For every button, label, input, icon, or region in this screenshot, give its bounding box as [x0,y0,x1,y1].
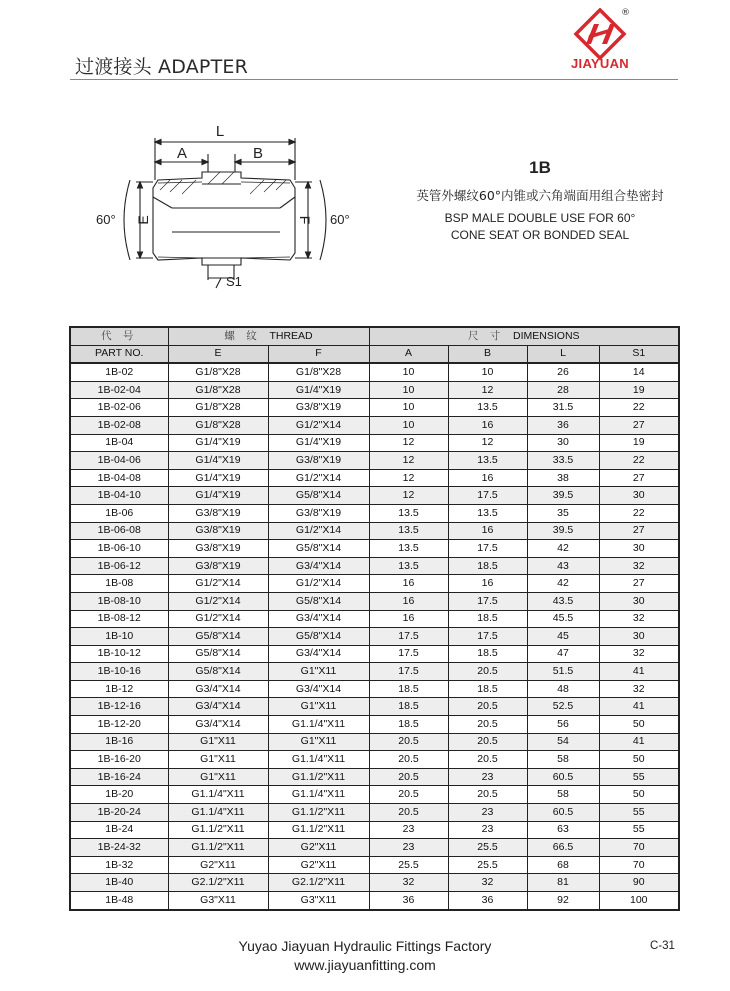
table-cell: 41 [599,663,679,681]
table-cell: 17.5 [448,540,527,558]
table-cell: 32 [599,557,679,575]
table-row [70,399,679,417]
table-cell: 10 [369,416,448,434]
table-cell: 20.5 [369,786,448,804]
table-cell: G3/4"X14 [168,698,268,716]
table-cell: 1B-16-24 [70,768,168,786]
table-cell: 1B-40 [70,874,168,892]
spec-table-body [70,363,679,909]
table-cell: G5/8"X14 [268,592,369,610]
table-cell: G1/8"X28 [268,363,369,381]
table-cell: 63 [527,821,599,839]
table-cell: 52.5 [527,698,599,716]
footer-company: Yuyao Jiayuan Hydraulic Fittings Factory [238,938,492,954]
table-cell: 1B-02-04 [70,381,168,399]
table-cell: G5/8"X14 [268,628,369,646]
table-cell: 17.5 [369,628,448,646]
table-cell: 30 [599,628,679,646]
table-cell: G3/4"X14 [268,645,369,663]
table-cell: 30 [599,487,679,505]
table-cell: 22 [599,504,679,522]
table-cell: 90 [599,874,679,892]
table-cell: 43 [527,557,599,575]
table-cell: 12 [448,381,527,399]
col-header-e: E [168,345,268,363]
table-cell: G1.1/2"X11 [268,821,369,839]
table-cell: G1/2"X14 [168,575,268,593]
table-cell: 1B-32 [70,856,168,874]
table-cell: 32 [599,645,679,663]
table-cell: 23 [369,821,448,839]
page-number: C-31 [650,940,675,952]
table-cell: G1.1/2"X11 [168,839,268,857]
table-cell: G3/8"X19 [268,504,369,522]
table-cell: 27 [599,522,679,540]
table-cell: 50 [599,716,679,734]
table-cell: 56 [527,716,599,734]
table-cell: 16 [369,592,448,610]
table-cell: 50 [599,751,679,769]
table-cell: G1.1/4"X11 [268,786,369,804]
col-header-l: L [527,345,599,363]
table-cell: 12 [369,469,448,487]
table-cell: 1B-10-16 [70,663,168,681]
table-cell: 19 [599,434,679,452]
table-cell: 66.5 [527,839,599,857]
table-cell: 32 [599,680,679,698]
table-cell: G3/4"X14 [168,680,268,698]
dim-label-L: L [215,123,225,140]
table-cell: 1B-16-20 [70,751,168,769]
table-cell: G1"X11 [268,663,369,681]
table-cell: 43.5 [527,592,599,610]
table-cell: G5/8"X14 [268,487,369,505]
table-row [70,628,679,646]
table-row [70,487,679,505]
adapter-drawing [90,120,370,295]
table-cell: 1B-12-20 [70,716,168,734]
product-info [390,158,690,244]
table-cell: G3"X11 [268,892,369,910]
table-cell: 1B-04-06 [70,452,168,470]
table-cell: G1"X11 [268,698,369,716]
table-cell: 16 [448,469,527,487]
table-cell: G1.1/2"X11 [268,768,369,786]
table-cell: 16 [369,575,448,593]
table-cell: G1.1/2"X11 [168,821,268,839]
table-cell: 13.5 [369,504,448,522]
table-cell: 92 [527,892,599,910]
dim-label-B: B [252,145,264,162]
product-code: 1B [529,158,551,177]
table-row [70,716,679,734]
table-cell: 12 [369,452,448,470]
table-cell: 45.5 [527,610,599,628]
table-cell: G3/4"X14 [268,680,369,698]
table-cell: G1/8"X28 [168,416,268,434]
table-cell: 1B-20-24 [70,804,168,822]
table-cell: G1.1/4"X11 [268,716,369,734]
table-cell: 36 [369,892,448,910]
table-cell: 1B-24-32 [70,839,168,857]
table-cell: 20.5 [369,751,448,769]
table-cell: 26 [527,363,599,381]
table-cell: 25.5 [369,856,448,874]
table-cell: G3/8"X19 [268,452,369,470]
table-row [70,434,679,452]
table-cell: 60.5 [527,768,599,786]
table-cell: G1/8"X28 [168,363,268,381]
table-cell: 22 [599,399,679,417]
table-cell: G1/4"X19 [268,434,369,452]
product-desc-en-line2: CONE SEAT OR BONDED SEAL [450,228,630,242]
table-row [70,751,679,769]
table-cell: 20.5 [369,804,448,822]
table-cell: 19 [599,381,679,399]
table-cell: 23 [448,768,527,786]
table-cell: 1B-02-06 [70,399,168,417]
table-cell: 10 [448,363,527,381]
table-cell: G3/4"X14 [168,716,268,734]
table-cell: 20.5 [448,716,527,734]
col-header-part-no: PART NO. [70,345,168,363]
table-cell: G1/2"X14 [268,469,369,487]
angle-right-label: 60° [330,212,350,227]
table-cell: G1/2"X14 [268,575,369,593]
table-cell: 16 [448,522,527,540]
table-cell: 10 [369,381,448,399]
table-row [70,540,679,558]
table-row [70,663,679,681]
table-cell: 58 [527,786,599,804]
table-cell: 30 [527,434,599,452]
table-cell: 18.5 [369,680,448,698]
dim-label-S1: S1 [226,274,242,289]
table-cell: 23 [448,821,527,839]
table-row [70,469,679,487]
table-cell: 20.5 [448,698,527,716]
table-cell: 1B-08-10 [70,592,168,610]
table-cell: 23 [369,839,448,857]
table-cell: 1B-06-08 [70,522,168,540]
table-cell: 1B-48 [70,892,168,910]
table-cell: 13.5 [369,557,448,575]
dim-label-A: A [176,145,188,162]
table-row [70,452,679,470]
table-cell: 45 [527,628,599,646]
table-row [70,363,679,381]
table-cell: 32 [599,610,679,628]
table-cell: 1B-08 [70,575,168,593]
table-row [70,381,679,399]
col-header-b: B [448,345,527,363]
table-cell: G1/4"X19 [268,381,369,399]
table-cell: 1B-06-10 [70,540,168,558]
product-desc-en-line1: BSP MALE DOUBLE USE FOR 60° [444,211,636,225]
spec-table [69,326,680,911]
table-cell: G1"X11 [168,751,268,769]
footer-website: www.jiayuanfitting.com [294,957,436,973]
table-cell: 27 [599,469,679,487]
table-row [70,856,679,874]
table-cell: G5/8"X14 [268,540,369,558]
table-cell: 1B-12 [70,680,168,698]
table-cell: 16 [369,610,448,628]
registered-mark: ® [621,8,630,18]
product-desc-cn: 英管外螺纹60°内锥或六角端面用组合垫密封 [416,188,664,203]
table-cell: 13.5 [369,522,448,540]
table-cell: G1/4"X19 [168,452,268,470]
table-cell: 27 [599,416,679,434]
table-cell: 41 [599,733,679,751]
table-cell: 17.5 [369,663,448,681]
table-cell: G1.1/4"X11 [268,751,369,769]
table-row [70,698,679,716]
table-cell: G3/8"X19 [168,557,268,575]
table-cell: 58 [527,751,599,769]
title-divider [70,79,678,80]
header-dimensions: 尺 寸 DIMENSIONS [369,327,679,345]
table-cell: 10 [369,399,448,417]
table-cell: 50 [599,786,679,804]
table-cell: G1/2"X14 [168,592,268,610]
table-cell: G1/4"X19 [168,434,268,452]
table-cell: 25.5 [448,839,527,857]
table-cell: 18.5 [369,716,448,734]
table-cell: 17.5 [448,592,527,610]
table-cell: 1B-10 [70,628,168,646]
table-row [70,504,679,522]
table-cell: G3/8"X19 [168,504,268,522]
table-cell: 55 [599,768,679,786]
table-cell: 16 [448,575,527,593]
table-cell: 70 [599,839,679,857]
table-cell: 12 [369,434,448,452]
table-row [70,416,679,434]
table-cell: G2.1/2"X11 [168,874,268,892]
table-cell: G1"X11 [168,733,268,751]
table-row [70,768,679,786]
table-cell: G1.1/2"X11 [268,804,369,822]
table-row [70,575,679,593]
table-cell: G5/8"X14 [168,645,268,663]
table-cell: 1B-06 [70,504,168,522]
table-cell: 39.5 [527,487,599,505]
table-cell: 36 [448,892,527,910]
table-cell: 20.5 [448,751,527,769]
table-cell: 33.5 [527,452,599,470]
brand-name: JIAYUAN [571,56,629,71]
table-cell: 18.5 [448,610,527,628]
table-cell: G2"X11 [168,856,268,874]
table-cell: G1/4"X19 [168,487,268,505]
table-cell: G2"X11 [268,856,369,874]
table-cell: 55 [599,821,679,839]
col-header-a: A [369,345,448,363]
table-cell: 13.5 [448,399,527,417]
table-cell: 13.5 [448,452,527,470]
table-cell: G1/2"X14 [168,610,268,628]
header-code-cn: 代 号 [70,327,168,345]
table-cell: 18.5 [448,645,527,663]
table-cell: 1B-04-10 [70,487,168,505]
table-cell: G5/8"X14 [168,663,268,681]
table-row [70,610,679,628]
table-cell: 25.5 [448,856,527,874]
table-cell: 20.5 [369,733,448,751]
table-cell: 47 [527,645,599,663]
table-cell: 1B-02-08 [70,416,168,434]
table-cell: 1B-24 [70,821,168,839]
table-cell: 1B-16 [70,733,168,751]
table-cell: 36 [527,416,599,434]
table-row [70,892,679,910]
table-cell: 1B-02 [70,363,168,381]
table-cell: G1.1/4"X11 [168,786,268,804]
table-cell: G3/8"X19 [168,522,268,540]
table-cell: 100 [599,892,679,910]
table-row [70,592,679,610]
table-cell: G1"X11 [268,733,369,751]
table-row [70,821,679,839]
table-cell: G5/8"X14 [168,628,268,646]
table-cell: 54 [527,733,599,751]
table-cell: G1/8"X28 [168,381,268,399]
table-cell: 1B-20 [70,786,168,804]
header-thread: 螺 纹 THREAD [168,327,369,345]
page-title: 过渡接头 ADAPTER [75,56,249,78]
dim-label-E: E [135,215,151,225]
table-cell: 35 [527,504,599,522]
table-cell: 1B-06-12 [70,557,168,575]
table-cell: G1/2"X14 [268,416,369,434]
table-cell: 31.5 [527,399,599,417]
table-cell: 41 [599,698,679,716]
table-row [70,804,679,822]
table-cell: 17.5 [448,487,527,505]
table-cell: 22 [599,452,679,470]
table-cell: 1B-08-12 [70,610,168,628]
table-cell: 13.5 [448,504,527,522]
table-cell: 17.5 [448,628,527,646]
table-cell: 28 [527,381,599,399]
table-cell: 20.5 [448,786,527,804]
table-cell: 68 [527,856,599,874]
table-row [70,786,679,804]
table-cell: 20.5 [369,768,448,786]
table-row [70,645,679,663]
table-cell: 10 [369,363,448,381]
table-cell: 23 [448,804,527,822]
table-cell: 12 [448,434,527,452]
table-cell: 1B-04-08 [70,469,168,487]
table-cell: 17.5 [369,645,448,663]
table-cell: 38 [527,469,599,487]
table-cell: 27 [599,575,679,593]
table-cell: G3/8"X19 [268,399,369,417]
table-cell: G1"X11 [168,768,268,786]
table-cell: 20.5 [448,733,527,751]
dim-label-F: F [297,215,313,225]
angle-left-label: 60° [96,212,116,227]
table-cell: G1/8"X28 [168,399,268,417]
table-cell: G1/4"X19 [168,469,268,487]
table-cell: G3/4"X14 [268,610,369,628]
table-cell: 1B-10-12 [70,645,168,663]
table-row [70,874,679,892]
col-header-s1: S1 [599,345,679,363]
table-cell: G1.1/4"X11 [168,804,268,822]
col-header-f: F [268,345,369,363]
table-cell: 14 [599,363,679,381]
table-cell: 1B-12-16 [70,698,168,716]
table-cell: 1B-04 [70,434,168,452]
table-cell: G3"X11 [168,892,268,910]
table-cell: 60.5 [527,804,599,822]
product-desc-en [390,210,690,244]
table-cell: 18.5 [448,557,527,575]
table-cell: 39.5 [527,522,599,540]
table-cell: 32 [448,874,527,892]
table-cell: 81 [527,874,599,892]
table-cell: G2"X11 [268,839,369,857]
table-cell: G2.1/2"X11 [268,874,369,892]
table-cell: 20.5 [448,663,527,681]
table-cell: 30 [599,540,679,558]
table-row [70,680,679,698]
table-cell: 51.5 [527,663,599,681]
table-cell: 12 [369,487,448,505]
table-cell: G1/2"X14 [268,522,369,540]
table-row [70,839,679,857]
table-cell: 42 [527,540,599,558]
table-cell: 55 [599,804,679,822]
table-cell: 70 [599,856,679,874]
table-row [70,522,679,540]
table-cell: 32 [369,874,448,892]
table-cell: 48 [527,680,599,698]
table-cell: 42 [527,575,599,593]
table-cell: 18.5 [369,698,448,716]
table-row [70,733,679,751]
table-cell: G3/4"X14 [268,557,369,575]
table-cell: 13.5 [369,540,448,558]
table-cell: G3/8"X19 [168,540,268,558]
table-cell: 16 [448,416,527,434]
table-cell: 18.5 [448,680,527,698]
table-row [70,557,679,575]
table-cell: 30 [599,592,679,610]
